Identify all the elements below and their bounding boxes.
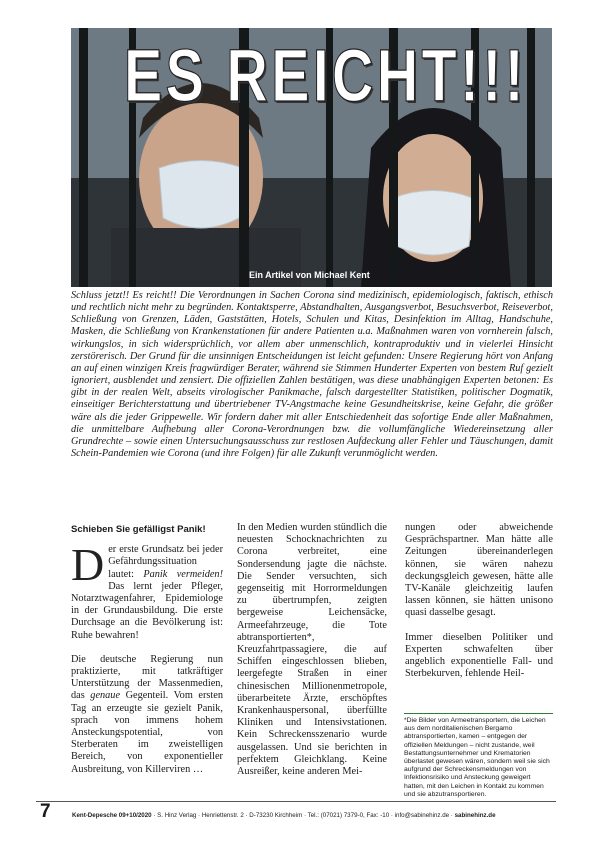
column-2 (237, 522, 387, 778)
issue-label: Kent-Depesche 09+10/2020 (72, 812, 152, 819)
paragraph: Immer dieselben Politiker und Experten schwafelten über angeblich exponentielle Fall- und Sterbekurven, fehlende Heil- (405, 631, 553, 680)
column-1 (71, 524, 223, 776)
paragraph: In den Medien wurden stündlich die neuesten Schocknachrichten zu Corona verbreitet, eine Sondersendung jagte die nächste. Die Sender versuchten, sich gegenseitig mit Horrormeldungen zu übertrumpfen, zeigten bergeweise Leichensäcke, Armeefahrzeuge, die Tote abtransportierten*, Kreuzfahrtpassagiere, die auf Schiffen eingeschlossen blieben, leergefegte Straßen in einer chinesischen Millionenmetropole, überarbeitete Ärzte, erschöpftes Krankenhauspersonal, überfüllte Kliniken und Intensivstationen. Kein Schreckensszenario wurde ausgelassen. Und sie berichten in perfektem Gleichklang. Keine Ausreißer, keine anderen Mei- (237, 522, 387, 778)
footer-divider (36, 801, 556, 802)
intro-paragraph: Schluss jetzt!! Es reicht!! Die Verordnungen in Sachen Corona sind medizinisch, epidemiologisch, faktisch, ethisch und rechtlich nicht mehr zu begründen. Kontaktsperre, Abstandhalten, Ausgangsverbot, Besuchsverbot, Reiseverbot, Schließung von Grenzen, Läden, Gaststätten, Hotels, Schulen und Kitas, Desinfektion im Alltag, Handschuhe, Masken, die Schließung von Krankenstationen für andere Patienten u.a. Maßnahmen waren von vornherein falsch, wirkungslos, in sich widersprüchlich, vor allem aber unmenschlich, kontraproduktiv und in vielerlei Hinsicht zerstörerisch. Der Grund für die unsinnigen Entscheidungen ist leicht gefunden: Unsere Regierung hört von Anfang an auf einen winzigen Kreis fragwürdiger Berater, während sie Stimmen Hunderter Experten von bestem Ruf gezielt ignoriert, ausblendet und zensiert. Die offiziellen Zahlen bestätigen, was diese unabhängigen Experten betonen: Es gibt in der realen Welt, abseits virologischer Panikmache, falsch dargestellter Statistiken, politischer Dogmatik, einseitiger Berichterstattung und übertriebener TV-Angstmache keine Gesundheitskrise, keine Gefahr, die größer wäre als die jeder Grippewelle. Wir fordern daher mit aller Entschiedenheit das sofortige Ende aller Maßnahmen, die unmittelbare Aufhebung aller Corona-Verordnungen bzw. die vollumfängliche Wiedereinsetzung aller Grundrechte – sowie einen Untersuchungsausschuss zur restlosen Aufdeckung aller Fehler und Täuschungen, damit Schein-Pandemien wie Corona (und ihre Folgen) für alle Zukunft verunmöglicht werden. (71, 290, 553, 460)
text-span: Das lernt jeder Pfleger, Notarztwagenfahrer, Epidemiologe in der Grundausbildung. Die erste Durchsage an die Bevölkerung ist: Ruhe bewahren! (71, 580, 223, 641)
paragraph: nungen oder abweichende Gesprächspartner. Man hätte alle Zeitungen übereinanderlegen können, sie wären nahezu deckungsgleich gewesen, hätte alle TV-Kanäle gleichzeitig laufen lassen können, sie hätten unisono quasi dasselbe gesagt. (405, 522, 553, 619)
emphasis: Panik vermeiden! (143, 568, 224, 580)
hero-image (71, 28, 552, 287)
text-span: er erste Grundsatz bei jeder Gefährdungssituation lautet: (108, 544, 223, 580)
paragraph (71, 539, 224, 642)
footer-imprint (72, 812, 496, 819)
text-span: Gegenteil. Vom ersten Tag an erzeugte sie gezielt Panik, sprach von immens hohem Ansteckungspotential, von Sterberaten im zweistelligen Bereich, von exponentieller Ausbreitung, von Killerviren … (71, 690, 223, 775)
drop-cap: D (71, 539, 105, 591)
page-number: 7 (40, 801, 51, 822)
man-mask (159, 161, 243, 229)
byline: Ein Artikel von Michael Kent (249, 270, 370, 280)
headline: ES REICHT!!! (123, 34, 527, 117)
paragraph (71, 654, 223, 776)
woman-mask (393, 191, 473, 256)
website-link[interactable]: sabinehinz.de (454, 812, 496, 819)
footnote: *Die Bilder von Armeetransportern, die Leichen aus dem norditalienischen Bergamo abtransportierten, kamen – entgegen der offiziellen Meldungen – nicht zustande, weil Bestattungsunternehmer und Krematorien überlastet gewesen wären, sondern weil sie sich aufgrund der Schreckensmeldungen von Infektionsrisiko und Ansteckung geweigert hatten, mit den Leichen in Kontakt zu kommen und sie abzutransportieren. (404, 713, 553, 799)
column-3 (405, 522, 553, 680)
emphasis: genaue (90, 690, 121, 702)
imprint-text: · S. Hinz Verlag · Henriettenstr. 2 · D-73230 Kirchheim · Tel.: (07021) 7379-0, Fax: -10 · info@sabinehinz.de · (151, 812, 455, 819)
text-span: Die deutsche Regierung nun praktizierte, mit tatkräftiger Unterstützung der Massenmedien, das (71, 653, 223, 702)
section-subhead: Schieben Sie gefälligst Panik! (71, 524, 206, 535)
